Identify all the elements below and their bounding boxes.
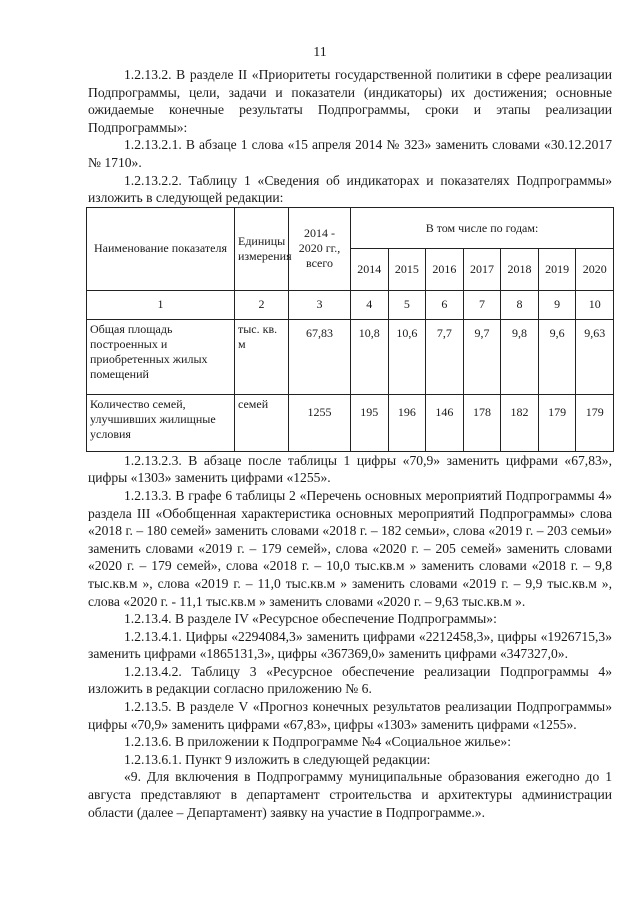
indicator-name: Количество семей, улучшивших жилищные условия xyxy=(87,394,235,451)
column-index: 5 xyxy=(388,290,426,319)
paragraph: 1.2.13.6. В приложении к Подпрограмме №4 «Социальное жилье»: xyxy=(124,734,511,750)
year-value: 9,6 xyxy=(538,319,576,394)
paragraph: 1.2.13.5. В разделе V «Прогноз конечных результатов реализации Подпрограммы» цифры «70,9» заменить цифрами «67,83», цифры «1303» заменить цифрами «1255». xyxy=(88,699,612,732)
paragraph: 1.2.13.4.2. Таблицу 3 «Ресурсное обеспечение реализации Подпрограммы 4» изложить в редакции согласно приложению № 6. xyxy=(88,663,612,697)
header-units: Единицы измерения xyxy=(235,207,289,290)
indicator-unit: тыс. кв. м xyxy=(235,319,289,394)
year-value: 10,8 xyxy=(351,319,389,394)
column-index: 1 xyxy=(87,290,235,319)
paragraph: 1.2.13.6.1. Пункт 9 изложить в следующей редакции: xyxy=(124,751,431,767)
header-year: 2020 xyxy=(576,249,614,291)
page-number: 11 xyxy=(313,45,327,60)
header-by-years: В том числе по годам: xyxy=(351,207,614,249)
header-year: 2015 xyxy=(388,249,426,291)
paragraph: 1.2.13.4.1. Цифры «2294084,3» заменить цифрами «2212458,3», цифры «1926715,3» заменить цифрами «1865131,3», цифры «367369,0» заменить цифрами «347327,0». xyxy=(88,628,612,662)
paragraph: 1.2.13.3. В графе 6 таблицы 2 «Перечень основных мероприятий Подпрограммы 4» раздела III «Обобщенная характеристика основных мероприятий Подпрограммы» слова «2018 г. – 180 семей» заменить словами «2018 г. – 182 семьи», слова «2019 г. – 203 семьи» заменить словами «2019 г. – 179 семей», слова «2020 г. – 205 семей» заменить словами «2020 г. – 179 семей», слова «2018 г. – 10,0 тыс.кв.м » заменить словами «2018 г. – 9,8 тыс.кв.м », слова «2019 г. – 11,0 тыс.кв.м » заменить словами «2019 г. – 9,9 тыс.кв.м », слова «2020 г. - 11,1 тыс.кв.м » заменить словами «2020 г. – 9,63 тыс.кв.м ». xyxy=(88,487,612,609)
year-value: 182 xyxy=(501,394,539,451)
year-value: 7,7 xyxy=(426,319,464,394)
indicator-total: 1255 xyxy=(289,394,351,451)
paragraph: 1.2.13.2. В разделе II «Приоритеты государственной политики в сфере реализации Подпрограммы, цели, задачи и показатели (индикаторы) их достижения; основные ожидаемые конечные результаты Подпрограммы, сроки и этапы реализации Подпрограммы»: xyxy=(88,67,612,135)
column-index-row xyxy=(87,290,614,319)
indicator-name: Общая площадь построенных и приобретенных жилых помещений xyxy=(87,319,235,394)
year-value: 9,7 xyxy=(463,319,501,394)
paragraph: 1.2.13.4. В разделе IV «Ресурсное обеспечение Подпрограммы»: xyxy=(124,611,497,627)
paragraph: 1.2.13.2.2. Таблицу 1 «Сведения об индикаторах и показателях Подпрограммы» изложить в следующей редакции: xyxy=(88,172,612,206)
paragraph: 1.2.13.2.3. В абзаце после таблицы 1 цифры «70,9» заменить цифрами «67,83», цифры «1303» заменить цифрами «1255». xyxy=(88,452,612,486)
header-year: 2019 xyxy=(538,249,576,291)
header-year: 2016 xyxy=(426,249,464,291)
year-value: 9,8 xyxy=(501,319,539,394)
year-value: 10,6 xyxy=(388,319,426,394)
paragraph: 1.2.13.2.1. В абзаце 1 слова «15 апреля 2014 № 323» заменить словами «30.12.2017 № 1710». xyxy=(88,137,612,170)
year-value: 179 xyxy=(576,394,614,451)
column-index: 9 xyxy=(538,290,576,319)
year-value: 179 xyxy=(538,394,576,451)
column-index: 8 xyxy=(501,290,539,319)
header-indicator-name: Наименование показателя xyxy=(87,207,235,290)
header-year: 2014 xyxy=(351,249,389,291)
year-value: 178 xyxy=(463,394,501,451)
table-row xyxy=(87,394,614,451)
document-body xyxy=(88,66,612,821)
column-index: 4 xyxy=(351,290,389,319)
column-index: 6 xyxy=(426,290,464,319)
indicator-unit: семей xyxy=(235,394,289,451)
header-year: 2017 xyxy=(463,249,501,291)
indicator-total: 67,83 xyxy=(289,319,351,394)
year-value: 195 xyxy=(351,394,389,451)
header-year: 2018 xyxy=(501,249,539,291)
year-value: 146 xyxy=(426,394,464,451)
column-index: 2 xyxy=(235,290,289,319)
year-value: 196 xyxy=(388,394,426,451)
indicators-table-wrapper xyxy=(86,207,612,452)
table-row xyxy=(87,319,614,394)
column-index: 3 xyxy=(289,290,351,319)
year-value: 9,63 xyxy=(576,319,614,394)
header-total: 2014 - 2020 гг., всего xyxy=(289,207,351,290)
indicators-table xyxy=(86,207,614,452)
column-index: 10 xyxy=(576,290,614,319)
paragraph: «9. Для включения в Подпрограмму муниципальные образования ежегодно до 1 августа представляют в департамент строительства и архитектуры администрации области (далее – Департамент) заявку на участие в Подпрограмме.». xyxy=(88,769,612,820)
column-index: 7 xyxy=(463,290,501,319)
